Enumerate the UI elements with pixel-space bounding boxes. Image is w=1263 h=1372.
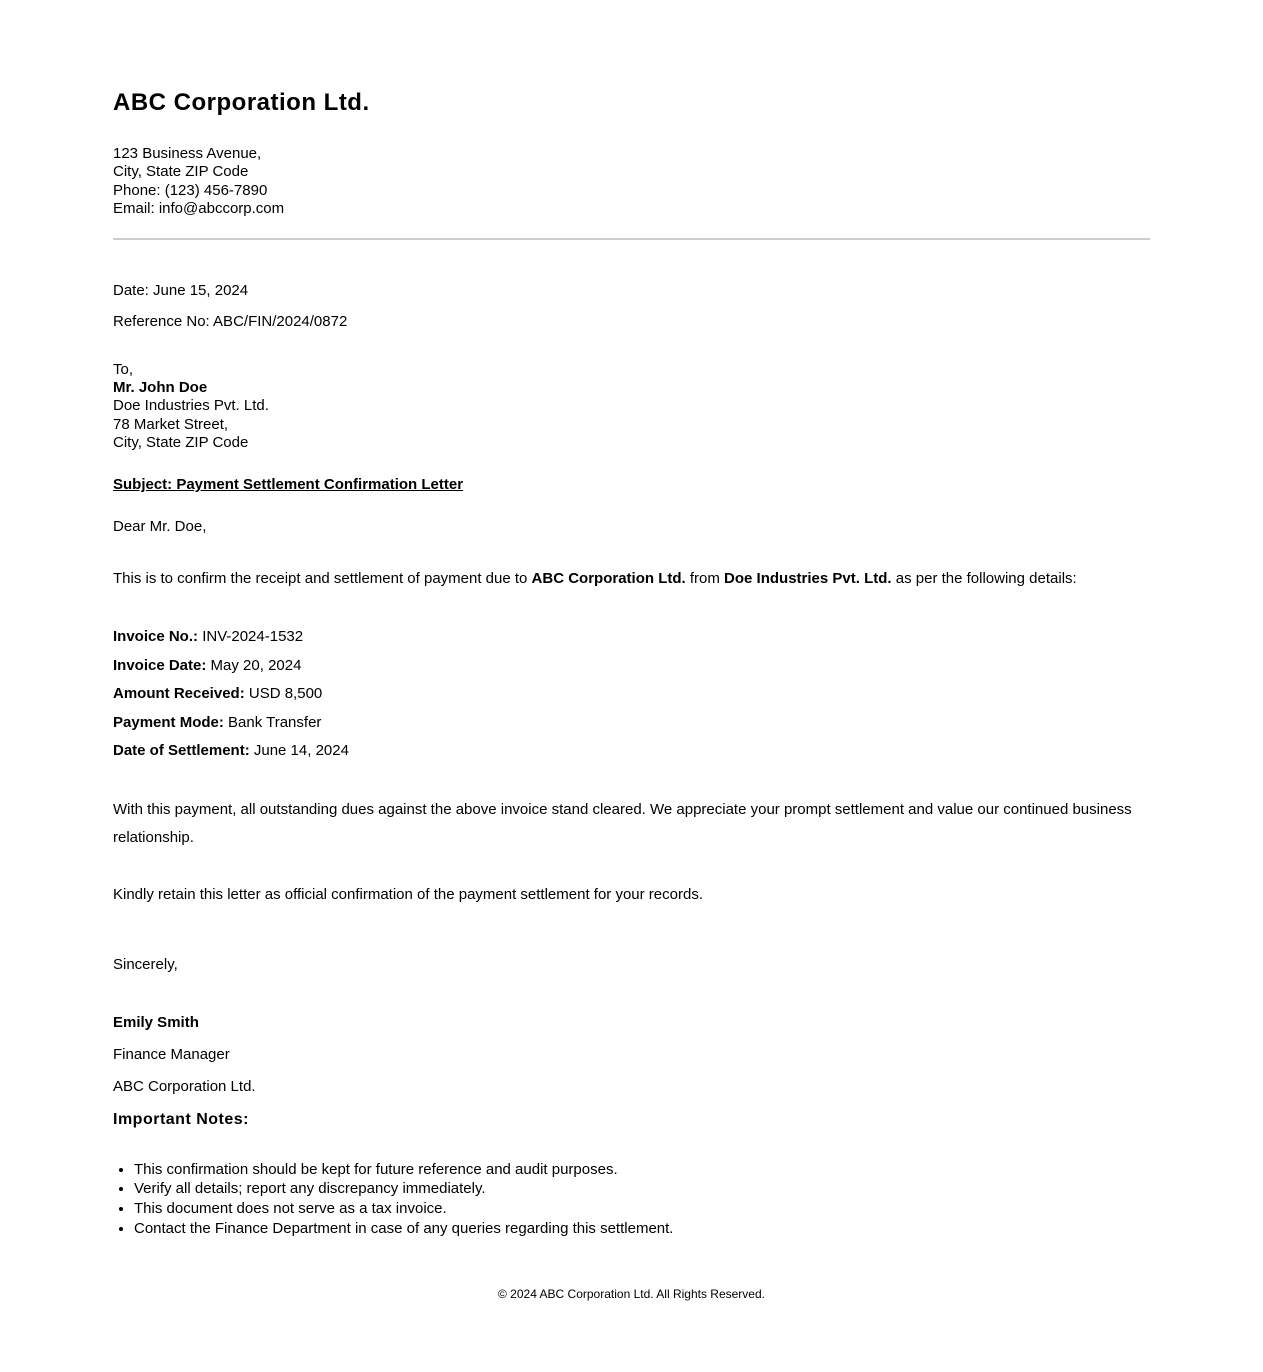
copyright-footer: © 2024 ABC Corporation Ltd. All Rights Reserved. (498, 1286, 765, 1301)
intro-tail: as per the following details: (895, 569, 1077, 587)
intro-paragraph (113, 565, 1150, 594)
detail-invoice-date (113, 652, 1150, 681)
detail-payment-mode-label: Payment Mode: (113, 713, 224, 731)
greeting: Dear Mr. Doe, (113, 517, 207, 535)
signatory-name-text: Emily Smith (113, 1013, 199, 1031)
body-paragraph-1: With this payment, all outstanding dues against the above invoice stand cleared. We appreciate your prompt settlement and value our continued business relationship. (113, 800, 1132, 847)
closing: Sincerely, (113, 956, 178, 974)
recipient-to: To, (113, 360, 134, 378)
note-item: • This document does not serve as a tax invoice. (134, 1199, 1150, 1219)
company-email: Email: info@abccorp.com (113, 199, 285, 217)
signature-block (113, 1014, 1150, 1096)
important-notes-list (113, 1160, 1150, 1239)
detail-payment-mode (113, 709, 1150, 738)
recipient-address-line2: City, State ZIP Code (113, 433, 249, 451)
letter-date: Date: June 15, 2024 (113, 282, 249, 300)
company-name: ABC Corporation Ltd. (113, 89, 370, 116)
detail-amount-received (113, 680, 1150, 709)
recipient-address-line1: 78 Market Street, (113, 415, 229, 433)
detail-settlement-date-value: June 14, 2024 (253, 742, 349, 760)
recipient-name: Mr. John Doe (113, 378, 208, 396)
detail-amount-received-label: Amount Received: (113, 685, 245, 703)
header-divider (113, 238, 1150, 240)
detail-settlement-date-label: Date of Settlement: (113, 742, 250, 760)
signatory-title: Finance Manager (113, 1045, 230, 1063)
note-item: • This confirmation should be kept for future reference and audit purposes. (134, 1160, 1150, 1180)
intro-payer: Doe Industries Pvt. Ltd. (724, 569, 892, 587)
detail-amount-received-value: USD 8,500 (248, 685, 323, 703)
subject-line: Subject: Payment Settlement Confirmation Letter (113, 476, 464, 494)
detail-invoice-no-value: INV-2024-1532 (202, 628, 304, 646)
company-phone: Phone: (123) 456-7890 (113, 181, 268, 199)
letterhead (113, 88, 1150, 218)
company-address-line1: 123 Business Avenue, (113, 145, 262, 162)
intro-lead: This is to confirm the receipt and settlement of payment due to (113, 569, 528, 587)
payment-details (113, 623, 1150, 766)
intro-payee: ABC Corporation Ltd. (531, 569, 686, 587)
reference-number: Reference No: ABC/FIN/2024/0872 (113, 312, 348, 330)
detail-payment-mode-value: Bank Transfer (228, 713, 322, 731)
note-item: • Verify all details; report any discrepancy immediately. (134, 1179, 1150, 1199)
signatory-name (113, 1014, 1150, 1032)
detail-invoice-date-label: Invoice Date: (113, 656, 207, 674)
company-address-line2: City, State ZIP Code (113, 163, 249, 181)
recipient-block (113, 361, 1150, 452)
detail-invoice-no-label: Invoice No.: (113, 628, 199, 646)
signatory-company: ABC Corporation Ltd. (113, 1077, 256, 1095)
detail-settlement-date (113, 737, 1150, 766)
important-notes-heading: Important Notes: (113, 1110, 249, 1128)
intro-connector: from (689, 569, 720, 587)
letter-document (113, 0, 1150, 1342)
note-item: • Contact the Finance Department in case of any queries regarding this settlement. (134, 1219, 1150, 1239)
detail-invoice-date-value: May 20, 2024 (210, 656, 302, 674)
detail-invoice-no (113, 623, 1150, 652)
recipient-company: Doe Industries Pvt. Ltd. (113, 397, 269, 415)
company-address (113, 145, 1150, 218)
body-paragraph-2: Kindly retain this letter as official confirmation of the payment settlement for your records. (113, 885, 703, 903)
